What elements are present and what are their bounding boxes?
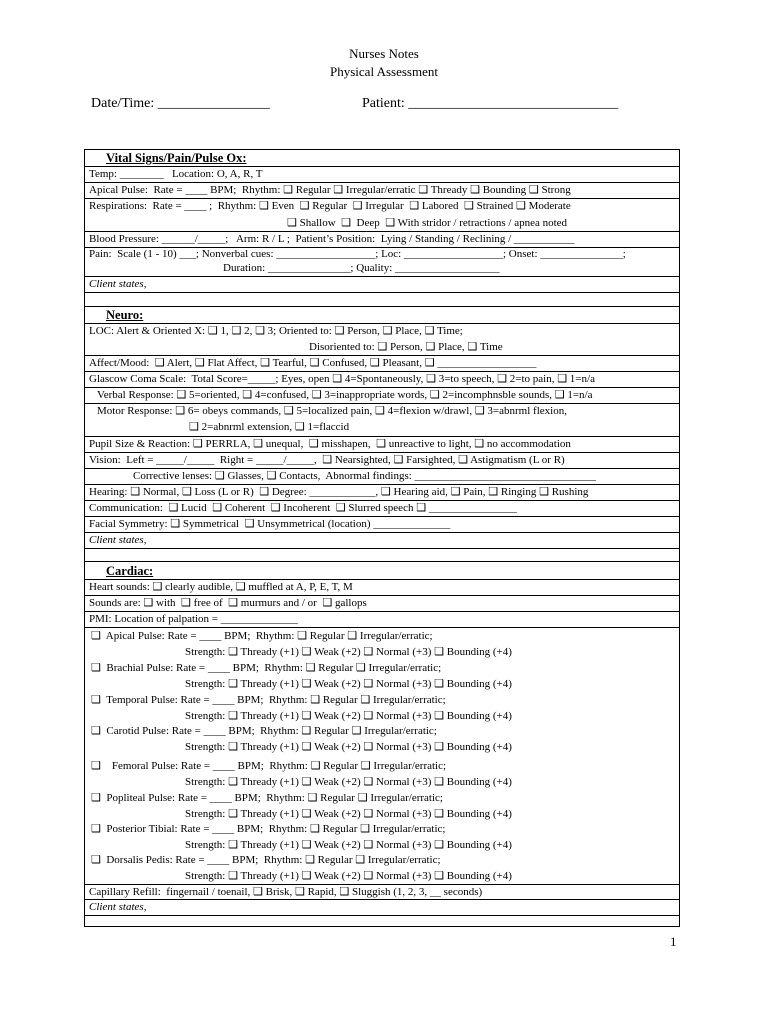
respirations-line-1[interactable]: Respirations: Rate = ____ ; Rhythm: ❑ Even ❑ Regular ❑ Irregular ❑ Labored ❑ Strained ❑ Moderate (89, 200, 571, 212)
pain-line-2[interactable]: Duration: _______________; Quality: ___________________ (223, 262, 500, 274)
femoral-strength[interactable]: Strength: ❑ Thready (+1) ❑ Weak (+2) ❑ Normal (+3) ❑ Bounding (+4) (185, 776, 512, 788)
carotid-pulse-check[interactable]: ❑ Carotid Pulse: Rate = ____ BPM; Rhythm: ❑ Regular ❑ Irregular/erratic; (91, 725, 437, 737)
vision-line[interactable]: Vision: Left = _____/_____ Right = _____/_____, ❑ Nearsighted, ❑ Farsighted, ❑ Astigmatism (L or R) (89, 454, 565, 466)
heart-sounds-row (85, 580, 679, 596)
pain-line-1[interactable]: Pain: Scale (1 - 10) ___; Nonverbal cues: __________________; Loc: __________________; Onset: _______________; (89, 248, 626, 260)
temp-line[interactable]: Temp: ________ Location: O, A, R, T (89, 168, 263, 180)
communication-row (85, 501, 679, 517)
blood-pressure-line[interactable]: Blood Pressure: ______/_____; Arm: R / L ; Patient’s Position: Lying / Standing / Reclining / ___________ (89, 233, 575, 245)
vital-signs-section-header (85, 150, 679, 167)
respirations-line-2[interactable]: ❑ Shallow ❑ Deep ❑ With stridor / retractions / apnea noted (287, 217, 568, 229)
corrective-line[interactable]: Corrective lenses: ❑ Glasses, ❑ Contacts, Abnormal findings: _________________________________ (133, 470, 597, 482)
sounds-are-row (85, 596, 679, 612)
brachial-strength[interactable]: Strength: ❑ Thready (+1) ❑ Weak (+2) ❑ Normal (+3) ❑ Bounding (+4) (185, 678, 512, 690)
document-title: Nurses Notes (349, 46, 419, 61)
apical-pulse-row (85, 183, 679, 199)
neuro-section-header (85, 307, 679, 324)
popliteal-pulse-check[interactable]: ❑ Popliteal Pulse: Rate = ____ BPM; Rhythm: ❑ Regular ❑ Irregular/erratic; (91, 792, 443, 804)
temp-row (85, 167, 679, 183)
loc-line-1[interactable]: LOC: Alert & Oriented X: ❑ 1, ❑ 2, ❑ 3; Oriented to: ❑ Person, ❑ Place, ❑ Time; (89, 325, 463, 337)
blank-row[interactable] (85, 293, 679, 307)
carotid-strength[interactable]: Strength: ❑ Thready (+1) ❑ Weak (+2) ❑ Normal (+3) ❑ Bounding (+4) (185, 741, 512, 753)
posterior-tibial-strength[interactable]: Strength: ❑ Thready (+1) ❑ Weak (+2) ❑ Normal (+3) ❑ Bounding (+4) (185, 839, 512, 851)
motor-line-1[interactable]: Motor Response: ❑ 6= obeys commands, ❑ 5=localized pain, ❑ 4=flexion w/drawl, ❑ 3=abnrml flexion, (97, 405, 567, 417)
apical-strength[interactable]: Strength: ❑ Thready (+1) ❑ Weak (+2) ❑ Normal (+3) ❑ Bounding (+4) (185, 646, 512, 658)
verbal-line[interactable]: Verbal Response: ❑ 5=oriented, ❑ 4=confused, ❑ 3=inappropriate words, ❑ 2=incomphnsble sounds, ❑ 1=n/a (97, 389, 593, 401)
femoral-pulse-check[interactable]: ❑ Femoral Pulse: Rate = ____ BPM; Rhythm: ❑ Regular ❑ Irregular/erratic; (91, 760, 447, 772)
motor-line-2[interactable]: ❑ 2=abnrml extension, ❑ 1=flaccid (189, 421, 350, 433)
communication-line[interactable]: Communication: ❑ Lucid ❑ Coherent ❑ Incoherent ❑ Slurred speech ❑ ________________ (89, 502, 517, 514)
hearing-line[interactable]: Hearing: ❑ Normal, ❑ Loss (L or R) ❑ Degree: ____________, ❑ Hearing aid, ❑ Pain, ❑ Ringing ❑ Rushing (89, 486, 589, 498)
capillary-line[interactable]: Capillary Refill: fingernail / toenail, ❑ Brisk, ❑ Rapid, ❑ Sluggish (1, 2, 3, __ seconds) (89, 886, 483, 898)
dorsalis-pedis-pulse-check[interactable]: ❑ Dorsalis Pedis: Rate = ____ BPM; Rhythm: ❑ Regular ❑ Irregular/erratic; (91, 854, 441, 866)
pulse-block (85, 628, 679, 884)
vision-row (85, 453, 679, 469)
client-states-row (85, 277, 679, 293)
apical-pulse-check[interactable]: ❑ Apical Pulse: Rate = ____ BPM; Rhythm: ❑ Regular ❑ Irregular/erratic; (91, 630, 433, 642)
affect-row (85, 356, 679, 372)
client-states-row (85, 900, 679, 916)
brachial-pulse-check[interactable]: ❑ Brachial Pulse: Rate = ____ BPM; Rhythm: ❑ Regular ❑ Irregular/erratic; (91, 662, 442, 674)
client-states-label[interactable]: Client states, (89, 901, 147, 913)
heart-sounds-line[interactable]: Heart sounds: ❑ clearly audible, ❑ muffled at A, P, E, T, M (89, 581, 353, 593)
pmi-row (85, 612, 679, 628)
dorsalis-pedis-strength[interactable]: Strength: ❑ Thready (+1) ❑ Weak (+2) ❑ Normal (+3) ❑ Bounding (+4) (185, 870, 512, 882)
pain-row (85, 248, 679, 277)
blank-row[interactable] (85, 549, 679, 562)
client-states-label[interactable]: Client states, (89, 534, 147, 546)
client-states-row (85, 533, 679, 549)
pmi-line[interactable]: PMI: Location of palpation = ______________ (89, 613, 298, 625)
motor-row (85, 404, 679, 437)
cardiac-heading: Cardiac: (106, 564, 154, 578)
posterior-tibial-pulse-check[interactable]: ❑ Posterior Tibial: Rate = ____ BPM; Rhythm: ❑ Regular ❑ Irregular/erratic; (91, 823, 446, 835)
document-subtitle: Physical Assessment (330, 64, 438, 79)
cardiac-section-header (85, 562, 679, 580)
corrective-row (85, 469, 679, 485)
neuro-heading: Neuro: (106, 308, 144, 322)
facial-row (85, 517, 679, 533)
glasgow-line[interactable]: Glascow Coma Scale: Total Score=_____; Eyes, open ❑ 4=Spontaneously, ❑ 3=to speech, ❑ 2=to pain, ❑ 1=n/a (89, 373, 595, 385)
loc-row (85, 324, 679, 356)
capillary-row (85, 884, 679, 900)
temporal-pulse-check[interactable]: ❑ Temporal Pulse: Rate = ____ BPM; Rhythm: ❑ Regular ❑ Irregular/erratic; (91, 694, 446, 706)
vital-signs-heading: Vital Signs/Pain/Pulse Ox: (106, 151, 247, 165)
date-time-field[interactable]: Date/Time: ________________ (91, 96, 270, 111)
client-states-label[interactable]: Client states, (89, 278, 147, 290)
sounds-are-line[interactable]: Sounds are: ❑ with ❑ free of ❑ murmurs and / or ❑ gallops (89, 597, 367, 609)
blood-pressure-row (85, 232, 679, 248)
apical-pulse-line[interactable]: Apical Pulse: Rate = ____ BPM; Rhythm: ❑ Regular ❑ Irregular/erratic ❑ Thready ❑ Bounding ❑ Strong (89, 184, 571, 196)
temporal-strength[interactable]: Strength: ❑ Thready (+1) ❑ Weak (+2) ❑ Normal (+3) ❑ Bounding (+4) (185, 710, 512, 722)
patient-field[interactable]: Patient: ______________________________ (362, 96, 619, 111)
popliteal-strength[interactable]: Strength: ❑ Thready (+1) ❑ Weak (+2) ❑ Normal (+3) ❑ Bounding (+4) (185, 808, 512, 820)
loc-line-2[interactable]: Disoriented to: ❑ Person, ❑ Place, ❑ Time (309, 341, 503, 353)
facial-line[interactable]: Facial Symmetry: ❑ Symmetrical ❑ Unsymmetrical (location) ______________ (89, 518, 451, 530)
page-number: 1 (670, 934, 677, 949)
pupil-line[interactable]: Pupil Size & Reaction: ❑ PERRLA, ❑ unequal, ❑ misshapen, ❑ unreactive to light, ❑ no accommodation (89, 438, 571, 450)
pupil-row (85, 437, 679, 453)
hearing-row (85, 485, 679, 501)
respirations-row (85, 199, 679, 232)
assessment-form (84, 149, 680, 927)
verbal-row (85, 388, 679, 404)
glasgow-row (85, 372, 679, 388)
blank-row[interactable] (85, 916, 679, 926)
affect-line[interactable]: Affect/Mood: ❑ Alert, ❑ Flat Affect, ❑ Tearful, ❑ Confused, ❑ Pleasant, ❑ __________________ (89, 357, 537, 369)
